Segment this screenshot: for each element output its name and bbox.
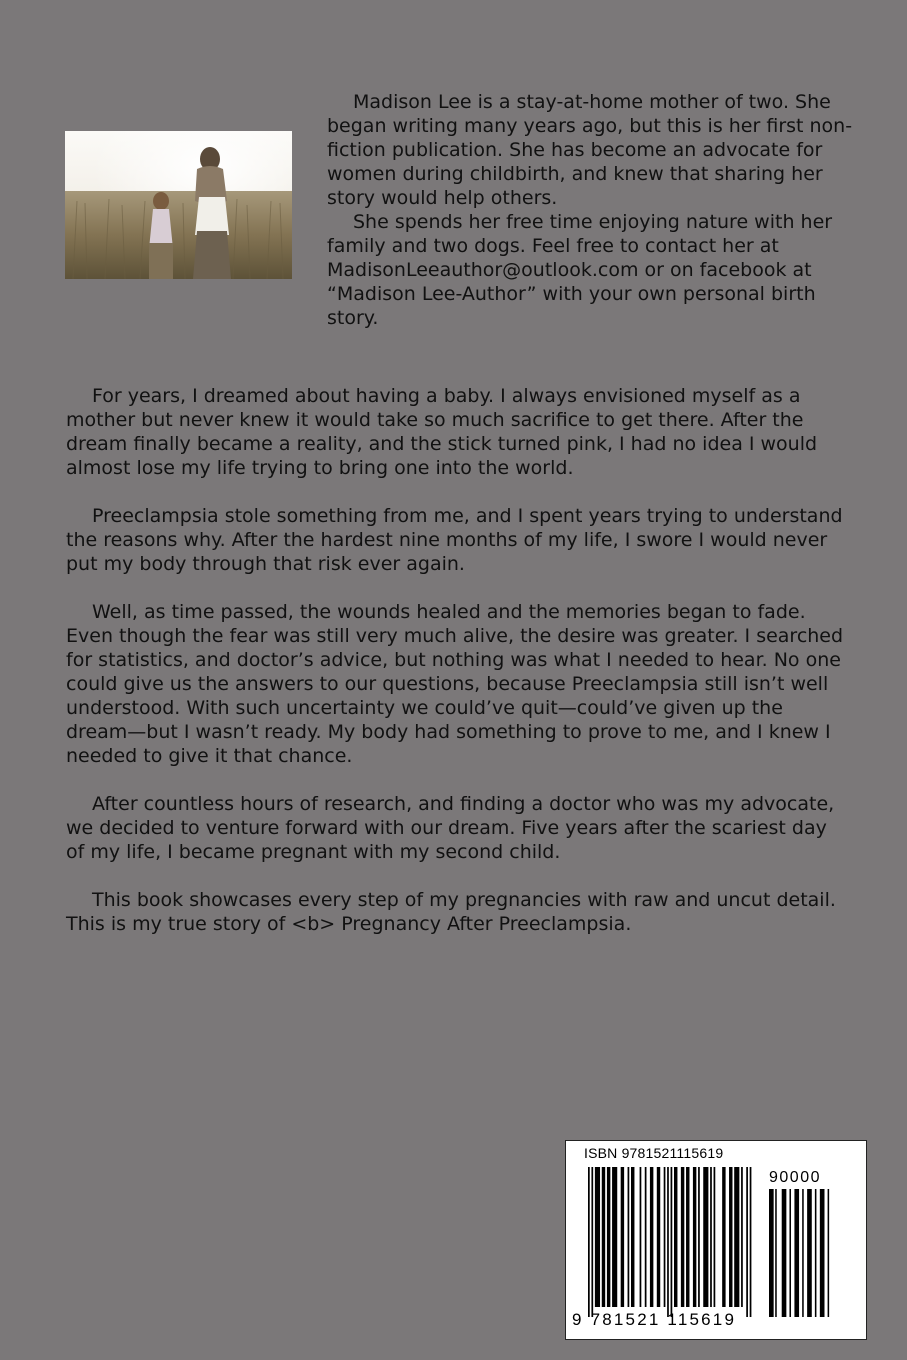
blurb-paragraph-4: After countless hours of research, and finding a doctor who was my advocate, we decided to venture forward with our dream. Five years after the scariest day of my life, I became pregnant with my second child. bbox=[66, 793, 835, 863]
blurb-paragraph-2: Preeclampsia stole something from me, and I spent years trying to understand the reasons why. After the hardest nine months of my life, I swore I would never put my body through that risk ever again. bbox=[66, 505, 843, 575]
barcode-bar bbox=[640, 1167, 642, 1307]
blurb-paragraph-1: For years, I dreamed about having a baby. I always envisioned myself as a mother but never knew it would take so much sacrifice to get there. After the dream finally became a reality, and the stick turned pink, I had no idea I would almost lose my life trying to bring one into the world. bbox=[66, 385, 818, 479]
barcode-bar bbox=[621, 1167, 624, 1307]
barcode-bar bbox=[650, 1167, 653, 1307]
barcode-bar bbox=[741, 1167, 743, 1307]
author-bio bbox=[327, 90, 867, 330]
addon-bar bbox=[820, 1189, 825, 1317]
barcode-bar bbox=[729, 1167, 732, 1307]
ean-digits: 9 781521 115619 bbox=[572, 1310, 737, 1329]
barcode-bar bbox=[628, 1167, 630, 1307]
barcode-bar bbox=[693, 1167, 696, 1307]
addon-bar bbox=[782, 1189, 787, 1317]
barcode-bar bbox=[698, 1167, 700, 1307]
isbn-label: ISBN 9781521115619 bbox=[584, 1145, 724, 1161]
barcode-guard bbox=[671, 1167, 673, 1317]
barcode-bar bbox=[602, 1167, 605, 1307]
addon-bar bbox=[815, 1189, 817, 1317]
author-photo-image bbox=[65, 131, 292, 279]
barcode-bar bbox=[607, 1167, 610, 1307]
barcode-bar bbox=[595, 1167, 600, 1307]
barcode-bar bbox=[645, 1167, 647, 1307]
addon-bar bbox=[775, 1189, 777, 1317]
barcode-guard bbox=[750, 1167, 752, 1317]
addon-bar bbox=[802, 1189, 804, 1317]
barcode-guard bbox=[667, 1167, 669, 1317]
author-photo bbox=[65, 131, 292, 279]
addon-bar bbox=[794, 1189, 799, 1317]
barcode-bar bbox=[722, 1167, 725, 1307]
bio-paragraph-1: Madison Lee is a stay-at-home mother of two. She began writing many years ago, but this is her first non-fiction publication. She has become an advocate for women during childbirth, and knew that sharing her story would help others. bbox=[327, 91, 853, 209]
barcode-bar bbox=[703, 1167, 708, 1307]
barcode-bar bbox=[674, 1167, 677, 1307]
barcode-guard bbox=[591, 1167, 593, 1317]
barcode-bar bbox=[686, 1167, 689, 1307]
barcode-bar bbox=[631, 1167, 634, 1307]
book-blurb bbox=[66, 384, 846, 960]
addon-bar bbox=[769, 1189, 774, 1317]
addon-digits: 90000 bbox=[769, 1169, 821, 1186]
barcode-bar bbox=[612, 1167, 617, 1307]
barcode-bar bbox=[710, 1167, 712, 1307]
barcode-bar bbox=[657, 1167, 660, 1307]
bio-paragraph-2: She spends her free time enjoying nature with her family and two dogs. Feel free to contact her at MadisonLeeauthor@outlook.com or on facebook at “Madison Lee-Author” with your own personal birth story. bbox=[327, 211, 833, 329]
barcode-bar bbox=[734, 1167, 739, 1307]
blurb-paragraph-3: Well, as time passed, the wounds healed and the memories began to fade. Even though the fear was still very much alive, the desire was greater. I searched for statistics, and doctor’s advice, but nothing was what I needed to hear. No one could give us the answers to our questions, because Preeclampsia still isn’t well understood. With such uncertainty we could’ve quit—could’ve given up the dream—but I wasn’t ready. My body had something to prove to me, and I knew I needed to give it that chance. bbox=[66, 601, 844, 767]
barcode-guard bbox=[588, 1167, 590, 1317]
isbn-barcode bbox=[565, 1140, 867, 1340]
addon-bar bbox=[789, 1189, 791, 1317]
addon-bar bbox=[807, 1189, 812, 1317]
addon-bar bbox=[828, 1189, 830, 1317]
blurb-paragraph-5: This book showcases every step of my pregnancies with raw and uncut detail. This is my true story of <b> Pregnancy After Preeclampsia. bbox=[66, 889, 836, 935]
barcode-guard bbox=[746, 1167, 748, 1317]
barcode-bar bbox=[681, 1167, 684, 1307]
barcode-bar bbox=[664, 1167, 666, 1307]
barcode-bar bbox=[714, 1167, 716, 1307]
